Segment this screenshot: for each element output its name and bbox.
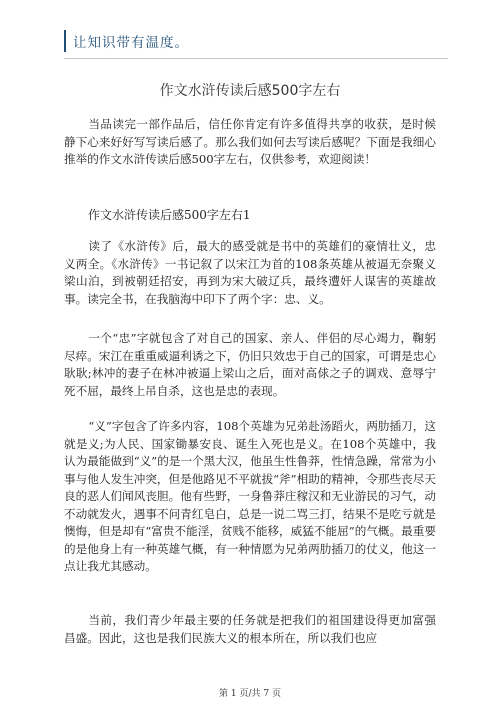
body-paragraph-1: 读了《水浒传》后，最大的感受就是书中的英雄们的豪情壮义，忠义两全。《水浒传》一书记叙了以宋江为首的108条英雄从被逼无奈聚义梁山泊，到被朝廷招安，再到为宋大破辽兵，最终遭奸人谋害的英雄故事。读完全书，在我脑海中印下了两个字：忠、义。 — [64, 239, 436, 306]
intro-paragraph: 当品读完一部作品后，信任你肯定有许多值得共享的收获，是时候静下心来好好写写读后感了。那么我们如何去写读后感呢？下面是我细心推举的作文水浒传读后感500字左右，仅供参考，欢迎阅读！ — [64, 117, 436, 166]
header-slogan: 让知识带有温度。 — [73, 35, 189, 51]
body-paragraph-2: 一个“忠”字就包含了对自己的国家、亲人、伴侣的尽心竭力，鞠躬尽瘁。宋江在重重威逼利诱之下，仍旧只效忠于自己的国家，可谓是忠心耿耿;林冲的妻子在林冲被逼上梁山之后，面对高俅之子的调戏、意辱宁死不屈，最终上吊自杀，这也是忠的表现。 — [64, 331, 436, 398]
document-title: 作文水浒传读后感500字左右 — [159, 83, 341, 99]
page-number: 第 1 页/共 7 页 — [219, 689, 281, 699]
body-paragraph-3: “义”字包含了许多内容，108个英雄为兄弟赴汤蹈火，两肋插刀，这就是义;为人民、国家锄暴安良、诞生入死也是义。在108个英雄中，我认为最能做到“义”的是一个黑大汉，他虽生性鲁莽，性情急躁，常常为小事与他人发生冲突，但是他路见不平就拔“斧”相助的精神，令那些丧尽天良的恶人们闻风丧胆。他有些野，一身鲁莽庄稼汉和无业游民的习气，动不动就发火，遇事不问青红皂白，总是一说二骂三打，结果不是吃亏就是懊悔，但是却有“富贵不能淫，贫贱不能移，威猛不能屈”的气概。最重要的是他身上有一种英雄气概，有一种情愿为兄弟两肋插刀的仗义，他这一点让我尤其感动。 — [64, 419, 436, 573]
section-subtitle: 作文水浒传读后感500字左右1 — [88, 208, 251, 222]
page-header — [0, 0, 500, 60]
header-divider — [64, 58, 448, 59]
header-accent-bar — [64, 30, 66, 52]
body-paragraph-4: 当前，我们青少年最主要的任务就是把我们的祖国建设得更加富强昌盛。因此，这也是我们民族大义的根本所在，所以我们也应 — [64, 613, 436, 645]
